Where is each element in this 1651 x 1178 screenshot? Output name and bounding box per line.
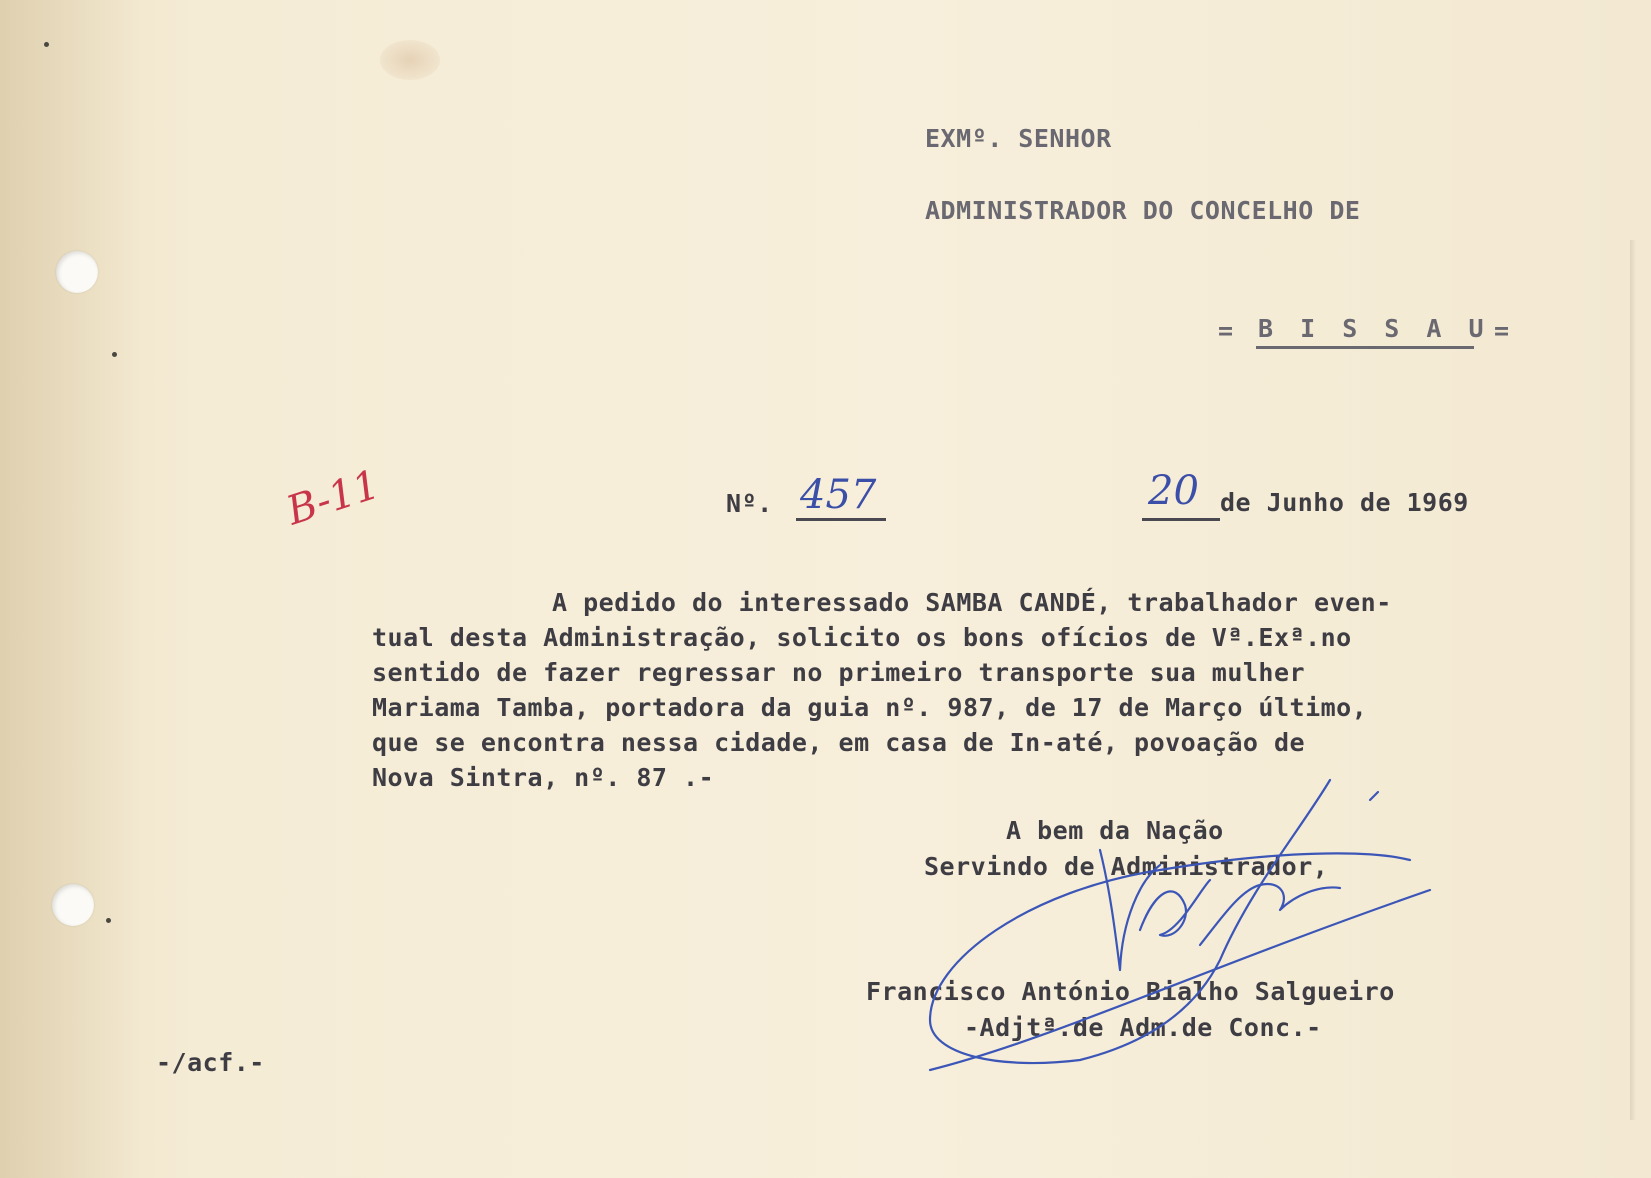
signatory-role: -Adjtª.de Adm.de Conc.- [964, 1013, 1322, 1042]
recipient-city-dash-left: = [1218, 316, 1234, 345]
recipient-title: ADMINISTRADOR DO CONCELHO DE [925, 196, 1361, 225]
reference-number-value: 457 [800, 472, 877, 518]
paper-right-crease [1630, 240, 1636, 1120]
reference-day: 20 [1148, 468, 1199, 514]
reference-date-rest: de Junho de 1969 [1220, 488, 1469, 517]
punch-hole-bottom [52, 884, 94, 926]
body-line-5: que se encontra nessa cidade, em casa de In-até, povoação de [372, 728, 1306, 757]
closing-line-2: Servindo de Administrador, [924, 852, 1329, 881]
reference-number-label: Nº. [726, 489, 773, 518]
signature [900, 770, 1500, 1090]
punch-hole-top [56, 251, 98, 293]
recipient-salutation: EXMº. SENHOR [925, 124, 1112, 153]
closing-line-1: A bem da Nação [1006, 816, 1224, 845]
body-line-6: Nova Sintra, nº. 87 .- [372, 763, 715, 792]
body-line-1: A pedido do interessado SAMBA CANDÉ, trabalhador even- [552, 588, 1392, 617]
paper-stain [380, 40, 440, 80]
typist-initials: -/acf.- [156, 1048, 265, 1077]
recipient-city-underline [1256, 346, 1474, 349]
margin-note: B-11 [281, 461, 386, 535]
reference-day-underline [1142, 518, 1220, 521]
body-line-4: Mariama Tamba, portadora da guia nº. 987, de 17 de Março último, [372, 693, 1368, 722]
recipient-city: B I S S A U [1258, 314, 1490, 343]
ink-speck [106, 918, 111, 923]
body-line-2: tual desta Administração, solicito os bons ofícios de Vª.Exª.no [372, 623, 1352, 652]
reference-number-underline [796, 518, 886, 521]
signatory-name: Francisco António Bialho Salgueiro [866, 977, 1395, 1006]
body-line-3: sentido de fazer regressar no primeiro transporte sua mulher [372, 658, 1306, 687]
recipient-city-dash-right: = [1494, 316, 1510, 345]
paper-edge-shadow [0, 0, 140, 1178]
ink-speck [44, 42, 49, 47]
ink-speck [112, 352, 117, 357]
